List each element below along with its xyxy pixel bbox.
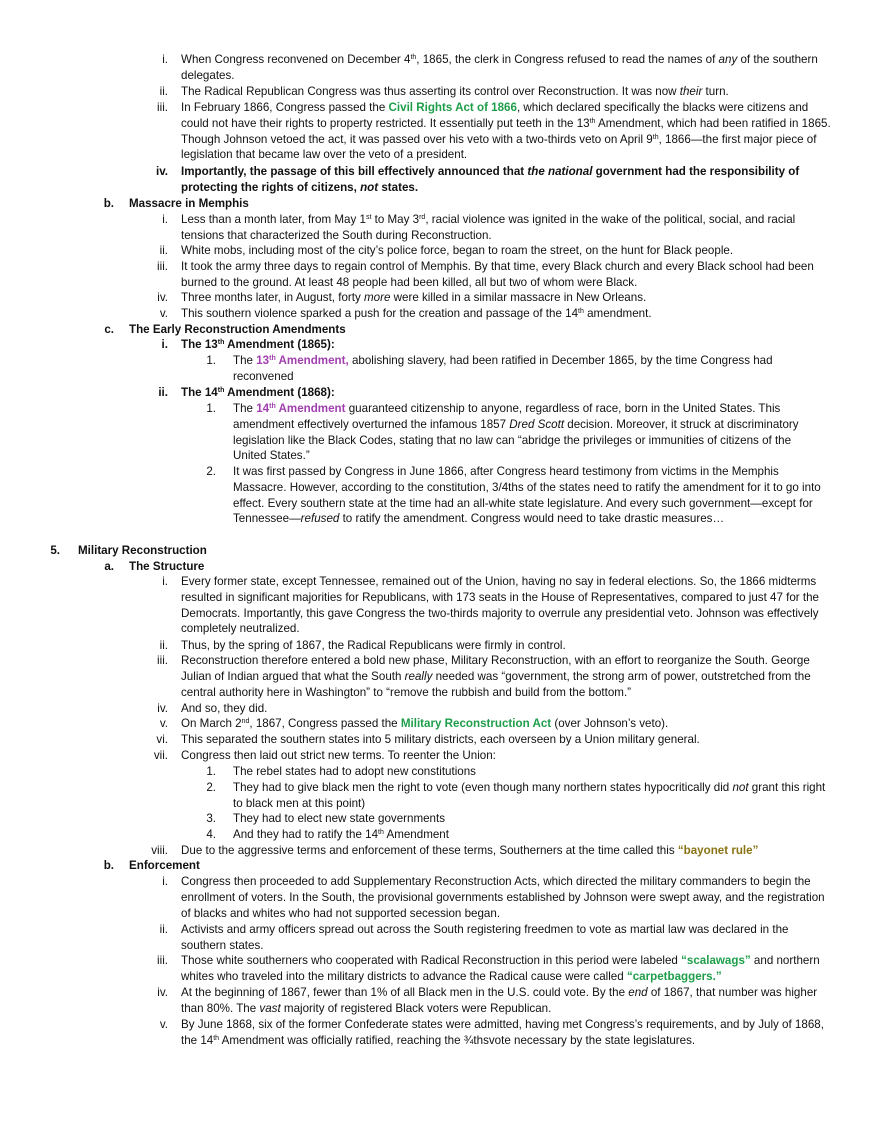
list-marker: i.	[162, 53, 168, 66]
list-marker: ii.	[158, 386, 168, 399]
section-heading: Massacre in Memphis	[129, 197, 249, 210]
list-marker: v.	[159, 307, 168, 320]
section-heading: Enforcement	[129, 859, 200, 872]
list-item: Importantly, the passage of this bill effectively announced that the national government had the responsibility of protecting the rights of citizens, not states.	[181, 165, 800, 194]
section-marker: b.	[103, 197, 114, 210]
list-marker: ii.	[159, 244, 168, 257]
list-item: Less than a month later, from May 1st to May 3rd, racial violence was ignited in the wake of the political, social, and racial tensions that characterized the South during Reconstruction.	[181, 213, 796, 242]
list-item: The 14th Amendment guaranteed citizenship to anyone, regardless of race, born in the United States. This amendment effectively overturned the infamous 1857 Dred Scott decision. Moreover, it struck at discriminatory legislation like the Black Codes, stating that no law can “abridge the privileges or immunities of citizens of the United States.”	[233, 402, 799, 463]
list-item: This southern violence sparked a push for the creation and passage of the 14th amendment.	[181, 307, 652, 320]
list-marker: iv.	[157, 291, 168, 304]
list-marker: 1.	[206, 354, 216, 367]
section-marker: a.	[104, 560, 114, 573]
list-item: Congress then laid out strict new terms. To reenter the Union:	[181, 749, 496, 762]
list-item: The Radical Republican Congress was thus asserting its control over Reconstruction. It was now their turn.	[181, 85, 729, 98]
list-marker: i.	[162, 213, 168, 226]
list-item: Thus, by the spring of 1867, the Radical Republicans were firmly in control.	[181, 639, 566, 652]
term-bayonet-rule: “bayonet rule”	[677, 844, 759, 857]
list-marker: i.	[161, 338, 168, 351]
term-scalawags: “scalawags”	[681, 954, 751, 967]
list-marker: ii.	[159, 85, 168, 98]
list-item: When Congress reconvened on December 4th, 1865, the clerk in Congress refused to read the names of any of the southern delegates.	[181, 53, 818, 82]
list-item: Reconstruction therefore entered a bold new phase, Military Reconstruction, with an effort to reorganize the South. George Julian of Indian argued that what the South really needed was “government, the strong arm of power, outstretched from the central authority here in Washington” to “remove the rubbish and build from the bottom.”	[181, 654, 811, 699]
list-marker: 1.	[206, 402, 216, 415]
list-marker: iv.	[157, 986, 168, 999]
list-marker: iii.	[157, 260, 168, 273]
list-marker: 3.	[206, 812, 216, 825]
list-marker: vii.	[153, 749, 168, 762]
list-marker: iv.	[157, 702, 168, 715]
list-item: Every former state, except Tennessee, remained out of the Union, having no say in federal elections. So, the 1866 midterms resulted in significant majorities for Republicans, with 173 seats in the House of Representatives, compared to just 47 for the Democrats. Importantly, this gave Congress the two-thirds majority to overrule any presidential veto. Johnson was effectively completely neutralized.	[181, 575, 819, 636]
sub-heading: The 13th Amendment (1865):	[181, 338, 335, 351]
list-marker: 1.	[206, 765, 216, 778]
list-marker: i.	[162, 575, 168, 588]
list-item: White mobs, including most of the city’s police force, began to roam the street, on the hunt for Black people.	[181, 244, 734, 257]
section-heading: Military Reconstruction	[78, 544, 207, 557]
list-item: On March 2nd, 1867, Congress passed the Military Reconstruction Act (over Johnson’s veto).	[181, 717, 669, 730]
section-heading: The Early Reconstruction Amendments	[129, 323, 346, 336]
list-marker: ii.	[159, 923, 168, 936]
term-14th-amendment: 14th Amendment	[256, 402, 346, 415]
list-item: Three months later, in August, forty more were killed in a similar massacre in New Orleans.	[181, 291, 647, 304]
list-marker: iii.	[157, 654, 168, 667]
list-item: And so, they did.	[181, 702, 268, 715]
section-marker: 5.	[50, 544, 60, 557]
list-marker: v.	[159, 717, 168, 730]
list-marker: vi.	[156, 733, 168, 746]
list-item: Those white southerners who cooperated with Radical Reconstruction in this period were labeled “scalawags” and northern whites who traveled into the military districts to advance the Radical cause were called “carpetbaggers.”	[181, 954, 820, 983]
list-item: They had to elect new state governments	[233, 812, 446, 825]
section-marker: c.	[104, 323, 114, 336]
list-item: And they had to ratify the 14th Amendment	[233, 828, 449, 841]
list-item: At the beginning of 1867, fewer than 1% of all Black men in the U.S. could vote. By the end of 1867, that number was higher than 80%. The vast majority of registered Black voters were Republican.	[181, 986, 818, 1015]
list-marker: i.	[162, 875, 168, 888]
list-item: In February 1866, Congress passed the Civil Rights Act of 1866, which declared specifically the blacks were citizens and could not have their rights to property restricted. It essentially put teeth in the 13th Amendment, which had been ratified in 1865. Though Johnson vetoed the act, it was passed over his veto with a two-thirds veto on April 9th, 1866—the first major piece of legislation that became law over the veto of a president.	[181, 101, 831, 162]
list-marker: ii.	[159, 639, 168, 652]
list-item: They had to give black men the right to vote (even though many northern states hypocritically did not grant this right to black men at this point)	[233, 781, 826, 810]
section-marker: b.	[103, 859, 114, 872]
list-item: Congress then proceeded to add Supplementary Reconstruction Acts, which directed the military commanders to begin the enrollment of voters. In the South, the provisional governments established by Johnson were swept away, and the registration of blacks and whites who had not supported secession began.	[181, 875, 825, 920]
list-item: It took the army three days to regain control of Memphis. By that time, every Black church and every Black school had been burned to the ground. At least 48 people had been killed, all but two of whom were Black.	[181, 260, 814, 289]
list-marker: iii.	[157, 954, 168, 967]
list-marker: 2.	[206, 465, 216, 478]
term-carpetbaggers: “carpetbaggers.”	[626, 969, 722, 983]
list-marker: iii.	[157, 101, 168, 114]
term-civil-rights-act: Civil Rights Act of 1866	[388, 101, 517, 114]
sub-heading: The 14th Amendment (1868):	[181, 386, 335, 399]
list-item: Activists and army officers spread out across the South registering freedmen to vote as martial law was declared in the southern states.	[181, 923, 789, 952]
list-marker: 2.	[206, 781, 216, 794]
list-item: It was first passed by Congress in June 1866, after Congress heard testimony from victims in the Memphis Massacre. However, according to the constitution, 3/4ths of the states need to ratify the amendment for it to go into effect. Every southern state at the time had an all-white state legislature. And every such government—except for Tennessee—refused to ratify the amendment. Congress would need to take drastic measures…	[233, 465, 821, 526]
list-marker: viii.	[151, 844, 168, 857]
list-item: The rebel states had to adopt new constitutions	[233, 765, 476, 778]
list-marker: 4.	[206, 828, 216, 841]
list-marker: v.	[159, 1018, 168, 1031]
section-heading: The Structure	[129, 560, 205, 573]
list-item: Due to the aggressive terms and enforcement of these terms, Southerners at the time called this “bayonet rule”	[181, 844, 759, 857]
term-military-reconstruction-act: Military Reconstruction Act	[400, 717, 552, 730]
list-item: This separated the southern states into 5 military districts, each overseen by a Union military general.	[181, 733, 700, 746]
term-13th-amendment: 13th Amendment,	[256, 354, 349, 367]
list-marker: iv.	[155, 165, 168, 178]
list-item: By June 1868, six of the former Confederate states were admitted, having met Congress’s requirements, and by July of 1868, the 14th Amendment was officially ratified, reaching the ¾thsvote necessary by the state legislatures.	[181, 1018, 824, 1047]
list-item: The 13th Amendment, abolishing slavery, had been ratified in December 1865, by the time Congress had reconvened	[233, 354, 773, 383]
